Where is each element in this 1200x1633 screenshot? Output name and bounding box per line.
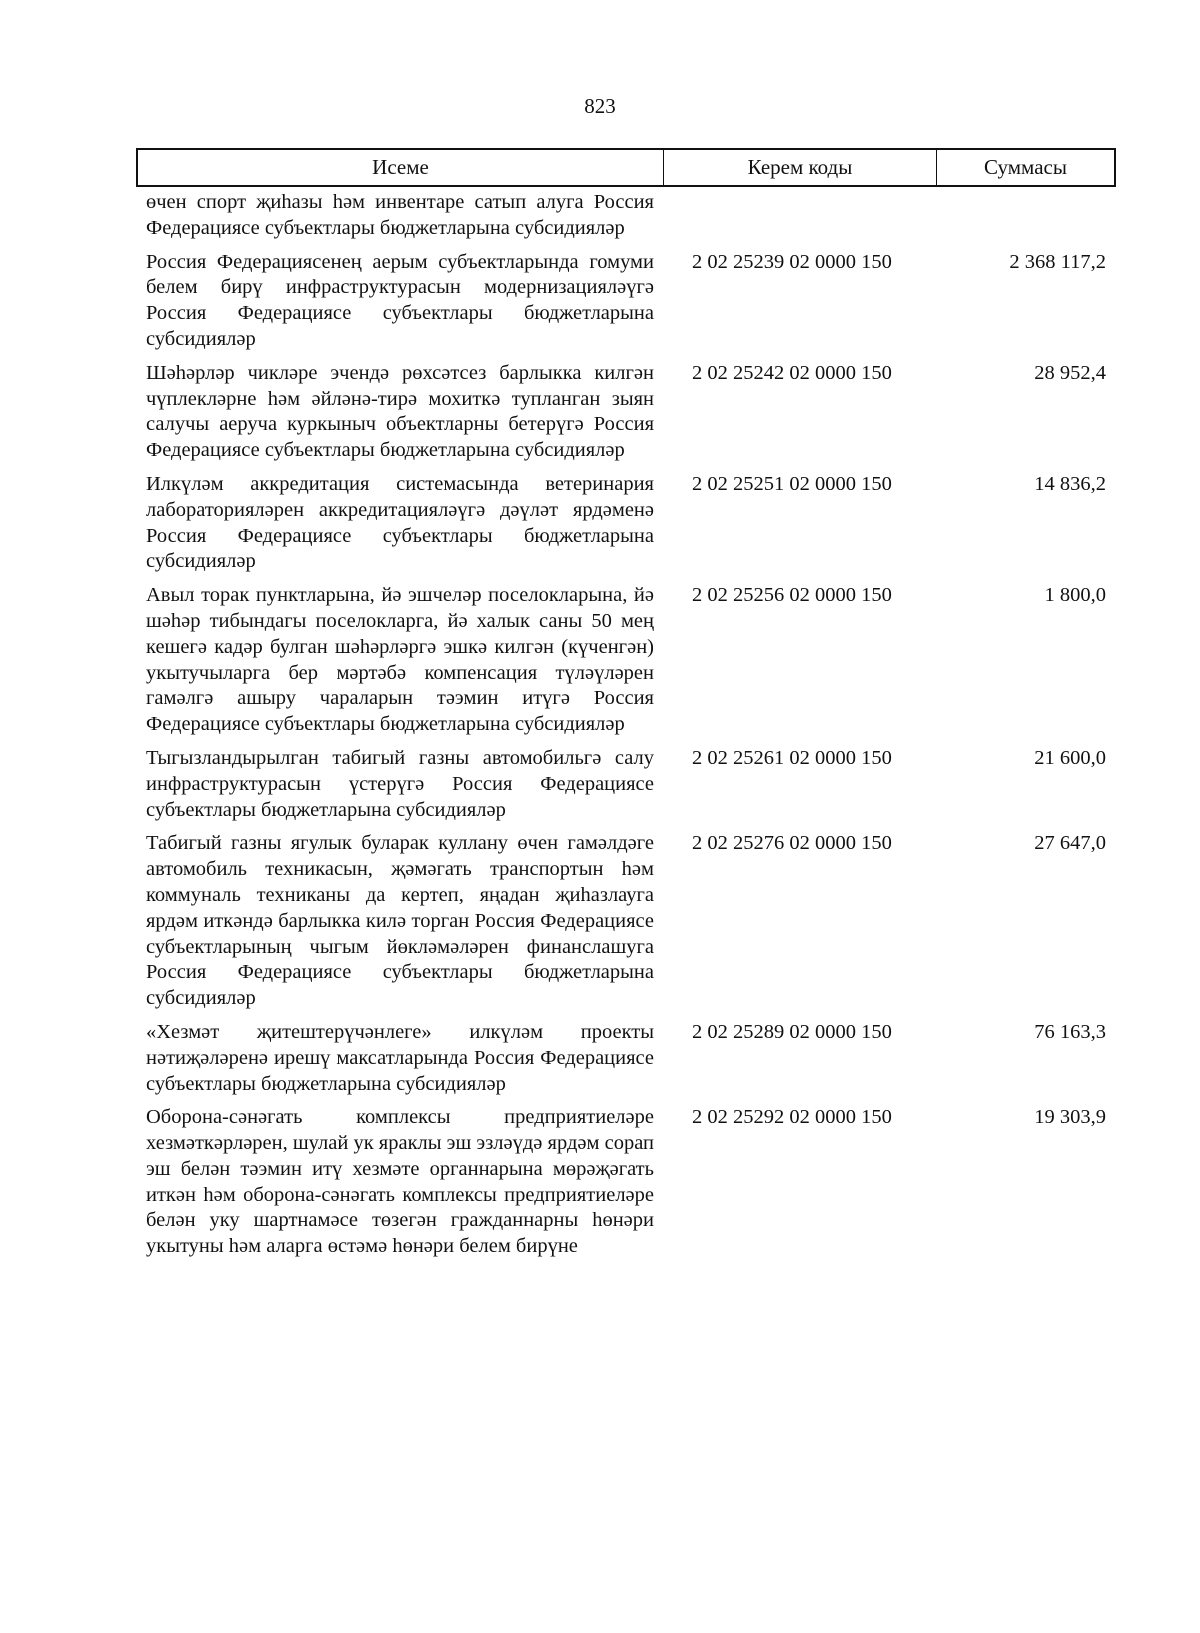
row-name: Тыгызландырылган табигый газны автомобильгә салу инфраструктурасын үстерүгә Россия Федерациясе субъектлары бюджетларына субсидияләр xyxy=(146,746,654,821)
row-name: Авыл торак пунктларына, йә эшчеләр поселокларына, йә шәһәр тибындагы поселокларга, йә халык саны 50 мең кешегә кадәр булган шәһәрләргә эшкә килгән (күченгән) укытучыларга бер мәртәбә компенсация түләүләрен гамәлгә ашыру чараларын тәэмин итүгә Россия Федерациясе субъектлары бюджетларына субсидияләр xyxy=(146,584,654,736)
row-sum: 14 836,2 xyxy=(1034,472,1106,495)
row-code: 2 02 25242 02 0000 150 xyxy=(692,361,892,384)
row-sum: 1 800,0 xyxy=(1044,584,1106,607)
table-row xyxy=(146,190,1106,242)
row-code: 2 02 25251 02 0000 150 xyxy=(692,472,892,495)
row-sum: 76 163,3 xyxy=(1034,1020,1106,1043)
table-row xyxy=(146,1105,1106,1260)
row-code: 2 02 25292 02 0000 150 xyxy=(692,1106,892,1129)
row-code: 2 02 25276 02 0000 150 xyxy=(692,832,892,855)
table-row xyxy=(146,746,1106,823)
row-sum: 2 368 117,2 xyxy=(1009,250,1106,273)
table-row xyxy=(146,1020,1106,1097)
row-name: Шәһәрләр чикләре эчендә рөхсәтсез барлыкка килгән чүплекләрне һәм әйләнә-тирә мохиткә тупланган зыян салучы аеруча куркыныч объектларны бетерүгә Россия Федерациясе субъектлары бюджетларына субсидияләр xyxy=(146,361,654,462)
header-sum: Суммасы xyxy=(984,155,1067,179)
row-sum: 27 647,0 xyxy=(1034,832,1106,855)
table-row xyxy=(146,583,1106,738)
header-name: Исеме xyxy=(138,150,664,185)
table-row xyxy=(146,361,1106,464)
row-name: Оборона-сәнәгать комплексы предприятиеләре хезмәткәрләрен, шулай ук яраклы эш эзләүдә ярдәм сорап эш белән тәэмин итү хезмәте органнарына мөрәҗәгать иткән һәм оборона-сәнәгать комплексы предприятиеләре белән уку шартнамәсе төзегән гражданнарны һөнәри укытуны һәм аларга өстәмә һөнәри белем бирүне xyxy=(146,1106,654,1258)
row-sum: 21 600,0 xyxy=(1034,746,1106,769)
row-code: 2 02 25239 02 0000 150 xyxy=(692,250,892,273)
row-name: «Хезмәт җитештерүчәнлеге» илкүләм проекты нәтиҗәләренә ирешү максатларында Россия Федерациясе субъектлары бюджетларына субсидияләр xyxy=(146,1020,654,1095)
row-name: Илкүләм аккредитация системасында ветеринария лабораторияләрен аккредитацияләүгә дәүләт ярдәменә Россия Федерациясе субъектлары бюджетларына субсидияләр xyxy=(146,472,654,573)
header-code: Керем коды xyxy=(664,150,937,185)
row-code: 2 02 25261 02 0000 150 xyxy=(692,746,892,769)
row-code: 2 02 25289 02 0000 150 xyxy=(692,1020,892,1043)
row-sum: 19 303,9 xyxy=(1034,1106,1106,1129)
row-name: Табигый газны ягулык буларак куллану өчен гамәлдәге автомобиль техникасын, җәмәгать транспортын һәм коммуналь техниканы да кертеп, яңадан җиһазлауга ярдәм иткәндә барлыкка килә торган Россия Федерациясе субъектларының чыгым йөкләмәләрен финанслашуга Россия Федерациясе субъектлары бюджетларына субсидияләр xyxy=(146,832,654,1010)
table-row xyxy=(146,250,1106,353)
row-sum: 28 952,4 xyxy=(1034,361,1106,384)
table-header xyxy=(136,148,1116,187)
row-name: Россия Федерациясенең аерым субъектларында гомуми белем бирү инфраструктурасын модернизацияләүгә Россия Федерациясе субъектлары бюджетларына субсидияләр xyxy=(146,250,654,350)
page-number: 823 xyxy=(584,94,616,118)
table-row xyxy=(146,472,1106,575)
row-name: өчен спорт җиһазы һәм инвентаре сатып алуга Россия Федерациясе субъектлары бюджетларына субсидияләр xyxy=(146,191,654,239)
table-row xyxy=(146,831,1106,1012)
table-body xyxy=(146,190,1106,1268)
row-code: 2 02 25256 02 0000 150 xyxy=(692,584,892,607)
